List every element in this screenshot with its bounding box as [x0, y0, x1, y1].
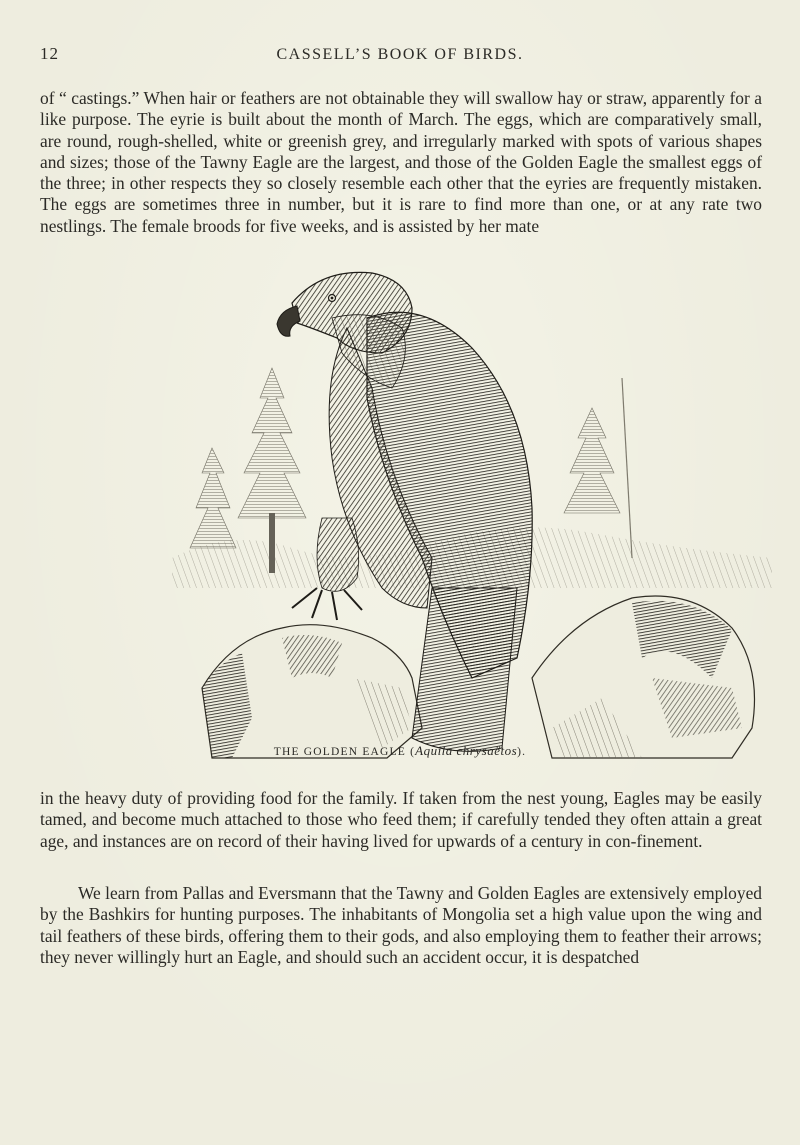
eagle-engraving-icon — [172, 258, 772, 768]
caption-close-paren: ). — [517, 746, 527, 758]
caption-common-name: THE GOLDEN EAGLE — [273, 746, 407, 758]
paragraph-bottom: We learn from Pallas and Eversmann that the Tawny and Golden Eagles are extensively employed by the Bashkirs for hunting purposes. The inhabitants of Mongolia set a high value upon the wing and tail feathers of these birds, offering them to their gods, and also employing them to feather their arrows; they never willingly hurt an Eagle, and should such an accident occur, it is despatched — [40, 883, 762, 967]
running-title: CASSELL’S BOOK OF BIRDS. — [276, 46, 524, 63]
golden-eagle-illustration — [172, 258, 772, 768]
page-header — [28, 44, 772, 68]
caption-open-paren: ( — [410, 746, 416, 758]
paragraph-top: of “ castings.” When hair or feathers are not obtainable they will swallow hay or straw, apparently for a like purpose. The eyrie is built about the month of March. The eggs, which are comparatively small, are round, rough-shelled, white or greenish grey, and irregularly marked with spots of various shapes and sizes; those of the Tawny Eagle are the largest, and those of the Golden Eagle the smallest eggs of the three; in other respects they so closely resemble each other that the eyries are frequently mistaken. The eggs are sometimes three in number, but it is rare to find more than one, or at any rate two nestlings. The female broods for five weeks, and is assisted by her mate — [40, 88, 762, 236]
rock-left — [202, 625, 422, 758]
rock-right — [532, 596, 755, 758]
page-number: 12 — [40, 44, 59, 63]
caption-scientific-name: Aquila chrysaëtos — [415, 743, 518, 758]
figure-caption — [0, 743, 800, 759]
paragraph-middle: in the heavy duty of providing food for the family. If taken from the nest young, Eagles may be easily tamed, and become much attached to those who feed them; if carefully tended they often attain a great age, and instances are on record of their having lived for upwards of a century in con-finement. — [40, 788, 762, 851]
